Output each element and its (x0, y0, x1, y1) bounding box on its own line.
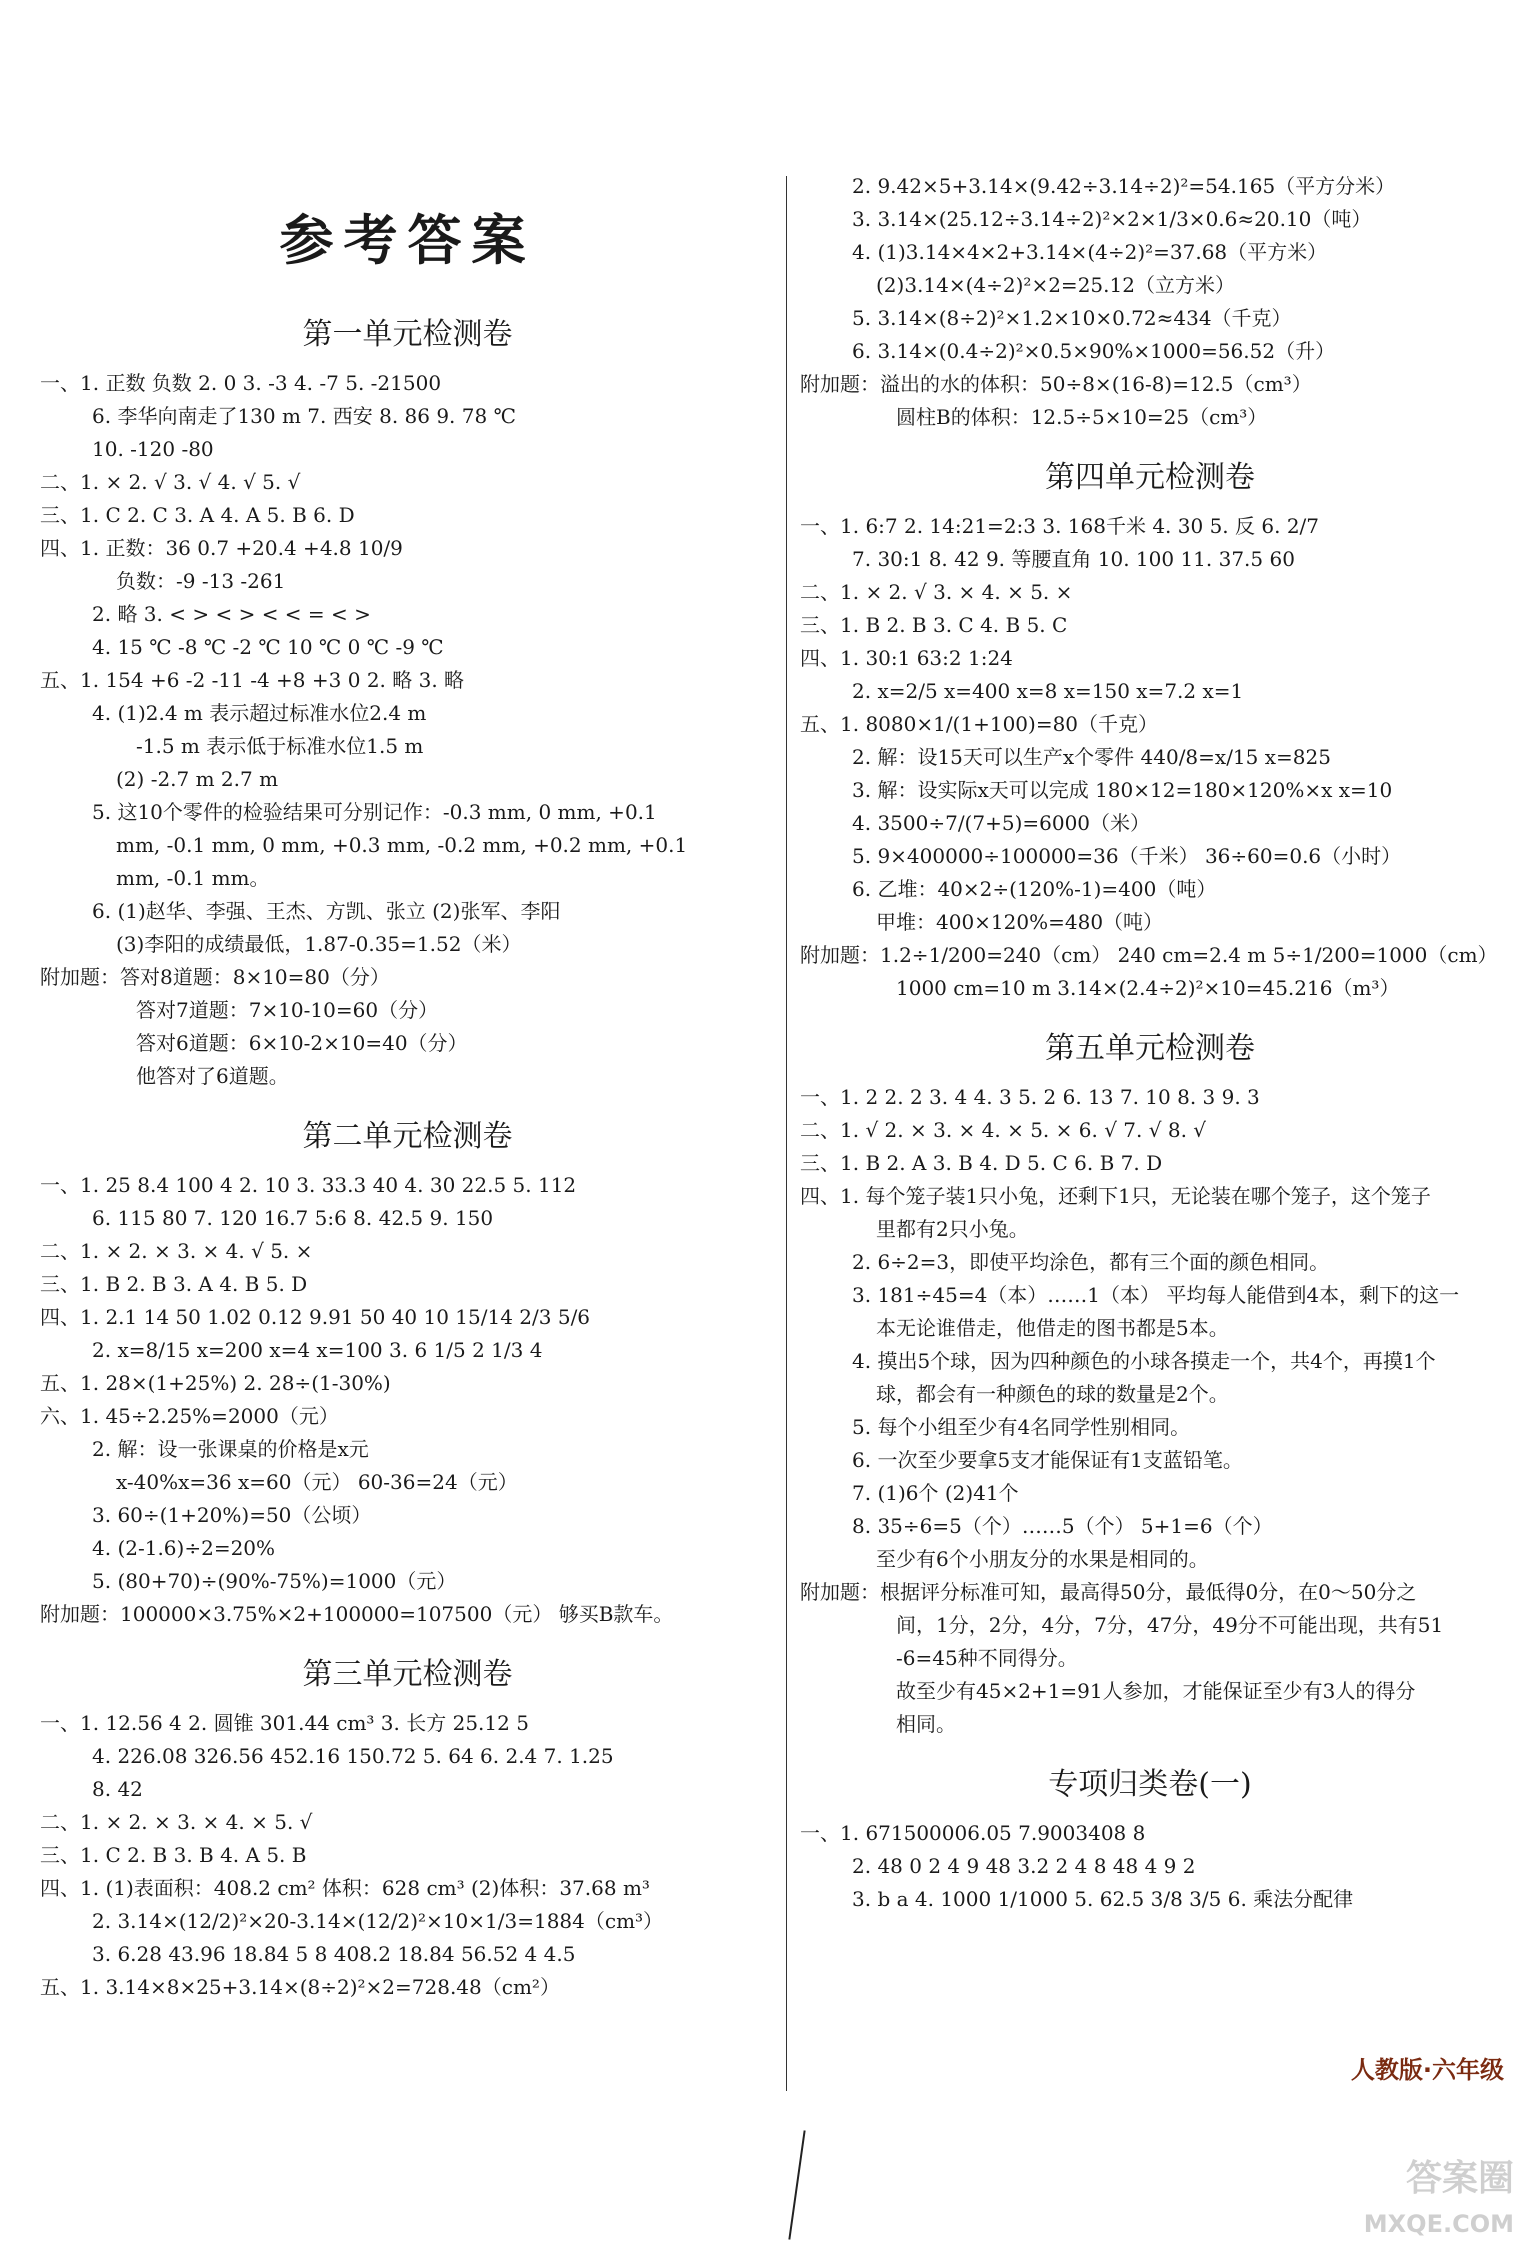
answer-line: 答对6道题：6×10-2×10=40（分） (136, 1031, 468, 1055)
answer-line: 一、1. 671500006.05 7.9003408 8 (800, 1821, 1146, 1845)
answer-line: -6=45种不同得分。 (896, 1646, 1078, 1670)
answer-line: 故至少有45×2+1=91人参加，才能保证至少有3人的得分 (896, 1679, 1416, 1703)
answer-line: 3. 6.28 43.96 18.84 5 8 408.2 18.84 56.52 4 4.5 (92, 1942, 576, 1966)
answer-line: 一、1. 12.56 4 2. 圆锥 301.44 cm³ 3. 长方 25.12 5 (40, 1711, 529, 1735)
answer-line: 二、1. × 2. × 3. × 4. × 5. √ (40, 1810, 313, 1834)
section-heading: 第三单元检测卷 (302, 1657, 513, 1692)
column-divider (786, 176, 787, 2091)
answer-line: 二、1. × 2. √ 3. × 4. × 5. × (800, 580, 1073, 604)
left-lines (40, 309, 775, 2004)
answer-line: 球，都会有一种颜色的球的数量是2个。 (876, 1382, 1229, 1406)
answer-line: 3. 3.14×(25.12÷3.14÷2)²×2×1/3×0.6≈20.10（吨） (852, 207, 1372, 231)
answer-line: 2. 解：设一张课桌的价格是x元 (92, 1437, 369, 1461)
section-heading: 第四单元检测卷 (1045, 460, 1255, 495)
answer-line: (2)3.14×(4÷2)²×2=25.12（立方米） (876, 273, 1235, 297)
answer-line: 他答对了6道题。 (136, 1064, 289, 1088)
answer-line: 5. 每个小组至少有4名同学性别相同。 (852, 1415, 1191, 1439)
answer-line: 三、1. B 2. B 3. C 4. B 5. C (800, 613, 1068, 637)
answer-line: 一、1. 2 2. 2 3. 4 4. 3 5. 2 6. 13 7. 10 8. 3 9. 3 (800, 1085, 1260, 1109)
answer-line: 五、1. 3.14×8×25+3.14×(8÷2)²×2=728.48（cm²） (40, 1975, 560, 1999)
answer-line: 4. (2-1.6)÷2=20% (92, 1536, 276, 1560)
answer-line: 五、1. 8080×1/(1+100)=80（千克） (800, 712, 1159, 736)
answer-line: 4. (1)2.4 m 表示超过标准水位2.4 m (92, 701, 427, 725)
answer-line: 一、1. 25 8.4 100 4 2. 10 3. 33.3 40 4. 30 22.5 5. 112 (40, 1173, 577, 1197)
answer-line: 2. 解：设15天可以生产x个零件 440/8=x/15 x=825 (852, 745, 1331, 769)
answer-line: 附加题：答对8道题：8×10=80（分） (40, 965, 390, 989)
answer-line: 答对7道题：7×10-10=60（分） (136, 998, 439, 1022)
answer-line: 2. 9.42×5+3.14×(9.42÷3.14÷2)²=54.165（平方分米） (852, 174, 1396, 198)
answer-line: 二、1. × 2. × 3. × 4. √ 5. × (40, 1239, 313, 1263)
answer-line: 附加题：1.2÷1/200=240（cm） 240 cm=2.4 m 5÷1/200=1000（cm） (800, 943, 1498, 967)
answer-line: 6. 115 80 7. 120 16.7 5:6 8. 42.5 9. 150 (92, 1206, 494, 1230)
answer-line: 2. 3.14×(12/2)²×20-3.14×(12/2)²×10×1/3=1884（cm³） (92, 1909, 664, 1933)
section-heading: 第一单元检测卷 (302, 317, 513, 352)
answer-line: 附加题：溢出的水的体积：50÷8×(16-8)=12.5（cm³） (800, 372, 1312, 396)
answer-line: 三、1. B 2. A 3. B 4. D 5. C 6. B 7. D (800, 1151, 1163, 1175)
section-heading: 专项归类卷(一) (1048, 1767, 1252, 1802)
section-heading: 第五单元检测卷 (1045, 1031, 1255, 1066)
answer-line: 相同。 (896, 1712, 956, 1736)
answer-line: 一、1. 6:7 2. 14:21=2:3 3. 168千米 4. 30 5. 反 6. 2/7 (800, 514, 1320, 538)
answer-line: 一、1. 正数 负数 2. 0 3. -3 4. -7 5. -21500 (40, 371, 442, 395)
answer-line: 5. (80+70)÷(90%-75%)=1000（元） (92, 1569, 457, 1593)
answer-line: 7. 30:1 8. 42 9. 等腰直角 10. 100 11. 37.5 60 (852, 547, 1295, 571)
answer-line: 6. 一次至少要拿5支才能保证有1支蓝铅笔。 (852, 1448, 1243, 1472)
answer-line: 8. 35÷6=5（个）……5（个） 5+1=6（个） (852, 1514, 1273, 1538)
right-lines (800, 170, 1500, 1916)
pen-mark (788, 2130, 805, 2239)
answer-line: 6. (1)赵华、李强、王杰、方凯、张立 (2)张军、李阳 (92, 899, 561, 923)
answer-line: 4. (1)3.14×4×2+3.14×(4÷2)²=37.68（平方米） (852, 240, 1328, 264)
answer-line: mm, -0.1 mm, 0 mm, +0.3 mm, -0.2 mm, +0.2 mm, +0.1 (116, 833, 688, 857)
page-title: 参考答案 (279, 208, 536, 272)
answer-line: 3. 60÷(1+20%)=50（公顷） (92, 1503, 372, 1527)
answer-line: 间，1分，2分，4分，7分，47分，49分不可能出现，共有51 (896, 1613, 1444, 1637)
answer-line: 4. 3500÷7/(7+5)=6000（米） (852, 811, 1151, 835)
answer-line: 四、1. 每个笼子装1只小兔，还剩下1只，无论装在哪个笼子，这个笼子 (800, 1184, 1431, 1208)
answer-line: 三、1. C 2. C 3. A 4. A 5. B 6. D (40, 503, 355, 527)
answer-line: 本无论谁借走，他借走的图书都是5本。 (876, 1316, 1229, 1340)
answer-line: -1.5 m 表示低于标准水位1.5 m (136, 734, 424, 758)
answer-line: 4. 226.08 326.56 452.16 150.72 5. 64 6. 2.4 7. 1.25 (92, 1744, 614, 1768)
answer-line: 附加题：100000×3.75%×2+100000=107500（元） 够买B款车。 (40, 1602, 674, 1626)
answer-line: 负数：-9 -13 -261 (116, 569, 286, 593)
answer-line: 二、1. √ 2. × 3. × 4. × 5. × 6. √ 7. √ 8. √ (800, 1118, 1207, 1142)
answer-line: 5. 9×400000÷100000=36（千米） 36÷60=0.6（小时） (852, 844, 1402, 868)
answer-line: 五、1. 28×(1+25%) 2. 28÷(1-30%) (40, 1371, 391, 1395)
answer-line: 里都有2只小兔。 (876, 1217, 1029, 1241)
answer-line: 2. 6÷2=3，即使平均涂色，都有三个面的颜色相同。 (852, 1250, 1330, 1274)
answer-line: 四、1. 正数：36 0.7 +20.4 +4.8 10/9 (40, 536, 403, 560)
answer-line: 三、1. C 2. B 3. B 4. A 5. B (40, 1843, 307, 1867)
answer-line: 五、1. 154 +6 -2 -11 -4 +8 +3 0 2. 略 3. 略 (40, 668, 465, 692)
answer-line: 6. 李华向南走了130 m 7. 西安 8. 86 9. 78 ℃ (92, 404, 516, 428)
answer-line: 4. 摸出5个球，因为四种颜色的小球各摸走一个，共4个，再摸1个 (852, 1349, 1436, 1373)
answer-line: x-40%x=36 x=60（元） 60-36=24（元） (116, 1470, 518, 1494)
answer-line: 3. b a 4. 1000 1/1000 5. 62.5 3/8 3/5 6. 乘法分配律 (852, 1887, 1354, 1911)
answer-line: 三、1. B 2. B 3. A 4. B 5. D (40, 1272, 308, 1296)
answer-line: 10. -120 -80 (92, 437, 214, 461)
answer-line: 6. 3.14×(0.4÷2)²×0.5×90%×1000=56.52（升） (852, 339, 1336, 363)
answer-line: (2) -2.7 m 2.7 m (116, 767, 279, 791)
answer-line: mm, -0.1 mm。 (116, 866, 270, 890)
watermark-logo: 答案圈 (1405, 2158, 1514, 2199)
edition-label: 人教版·六年级 (1350, 2056, 1504, 2084)
answer-line: 四、1. 2.1 14 50 1.02 0.12 9.91 50 40 10 15/14 2/3 5/6 (40, 1305, 591, 1329)
watermark-url: MXQE.COM (1363, 2210, 1514, 2238)
answer-line: 2. x=8/15 x=200 x=4 x=100 3. 6 1/5 2 1/3 4 (92, 1338, 543, 1362)
answer-line: 附加题：根据评分标准可知，最高得50分，最低得0分，在0～50分之 (800, 1580, 1417, 1604)
answer-line: 3. 181÷45=4（本）……1（本） 平均每人能借到4本，剩下的这一 (852, 1283, 1460, 1307)
answer-line: 6. 乙堆：40×2÷(120%-1)=400（吨） (852, 877, 1217, 901)
answer-line: 甲堆：400×120%=480（吨） (876, 910, 1164, 934)
answer-line: 至少有6个小朋友分的水果是相同的。 (876, 1547, 1209, 1571)
answer-line: 六、1. 45÷2.25%=2000（元） (40, 1404, 339, 1428)
answer-line: 5. 3.14×(8÷2)²×1.2×10×0.72≈434（千克） (852, 306, 1292, 330)
answer-line: 二、1. × 2. √ 3. √ 4. √ 5. √ (40, 470, 301, 494)
section-heading: 第二单元检测卷 (302, 1119, 513, 1154)
answer-line: 1000 cm=10 m 3.14×(2.4÷2)²×10=45.216（m³） (896, 976, 1400, 1000)
right-column (800, 170, 1500, 1916)
answer-line: 四、1. 30:1 63:2 1:24 (800, 646, 1013, 670)
answer-line: (3)李阳的成绩最低，1.87-0.35=1.52（米） (116, 932, 522, 956)
answer-line: 2. x=2/5 x=400 x=8 x=150 x=7.2 x=1 (852, 679, 1244, 703)
answer-line: 2. 略 3. < > < > < < = < > (92, 602, 371, 626)
answer-line: 4. 15 ℃ -8 ℃ -2 ℃ 10 ℃ 0 ℃ -9 ℃ (92, 635, 444, 659)
left-column (40, 170, 775, 2004)
answer-line: 5. 这10个零件的检验结果可分别记作：-0.3 mm, 0 mm, +0.1 (92, 800, 657, 824)
answer-line: 8. 42 (92, 1777, 143, 1801)
answer-line: 四、1. (1)表面积：408.2 cm² 体积：628 cm³ (2)体积：37.68 m³ (40, 1876, 650, 1900)
answer-line: 7. (1)6个 (2)41个 (852, 1481, 1019, 1505)
answer-line: 3. 解：设实际x天可以完成 180×12=180×120%×x x=10 (852, 778, 1393, 802)
answer-line: 2. 48 0 2 4 9 48 3.2 2 4 8 48 4 9 2 (852, 1854, 1196, 1878)
answer-line: 圆柱B的体积：12.5÷5×10=25（cm³） (896, 405, 1268, 429)
